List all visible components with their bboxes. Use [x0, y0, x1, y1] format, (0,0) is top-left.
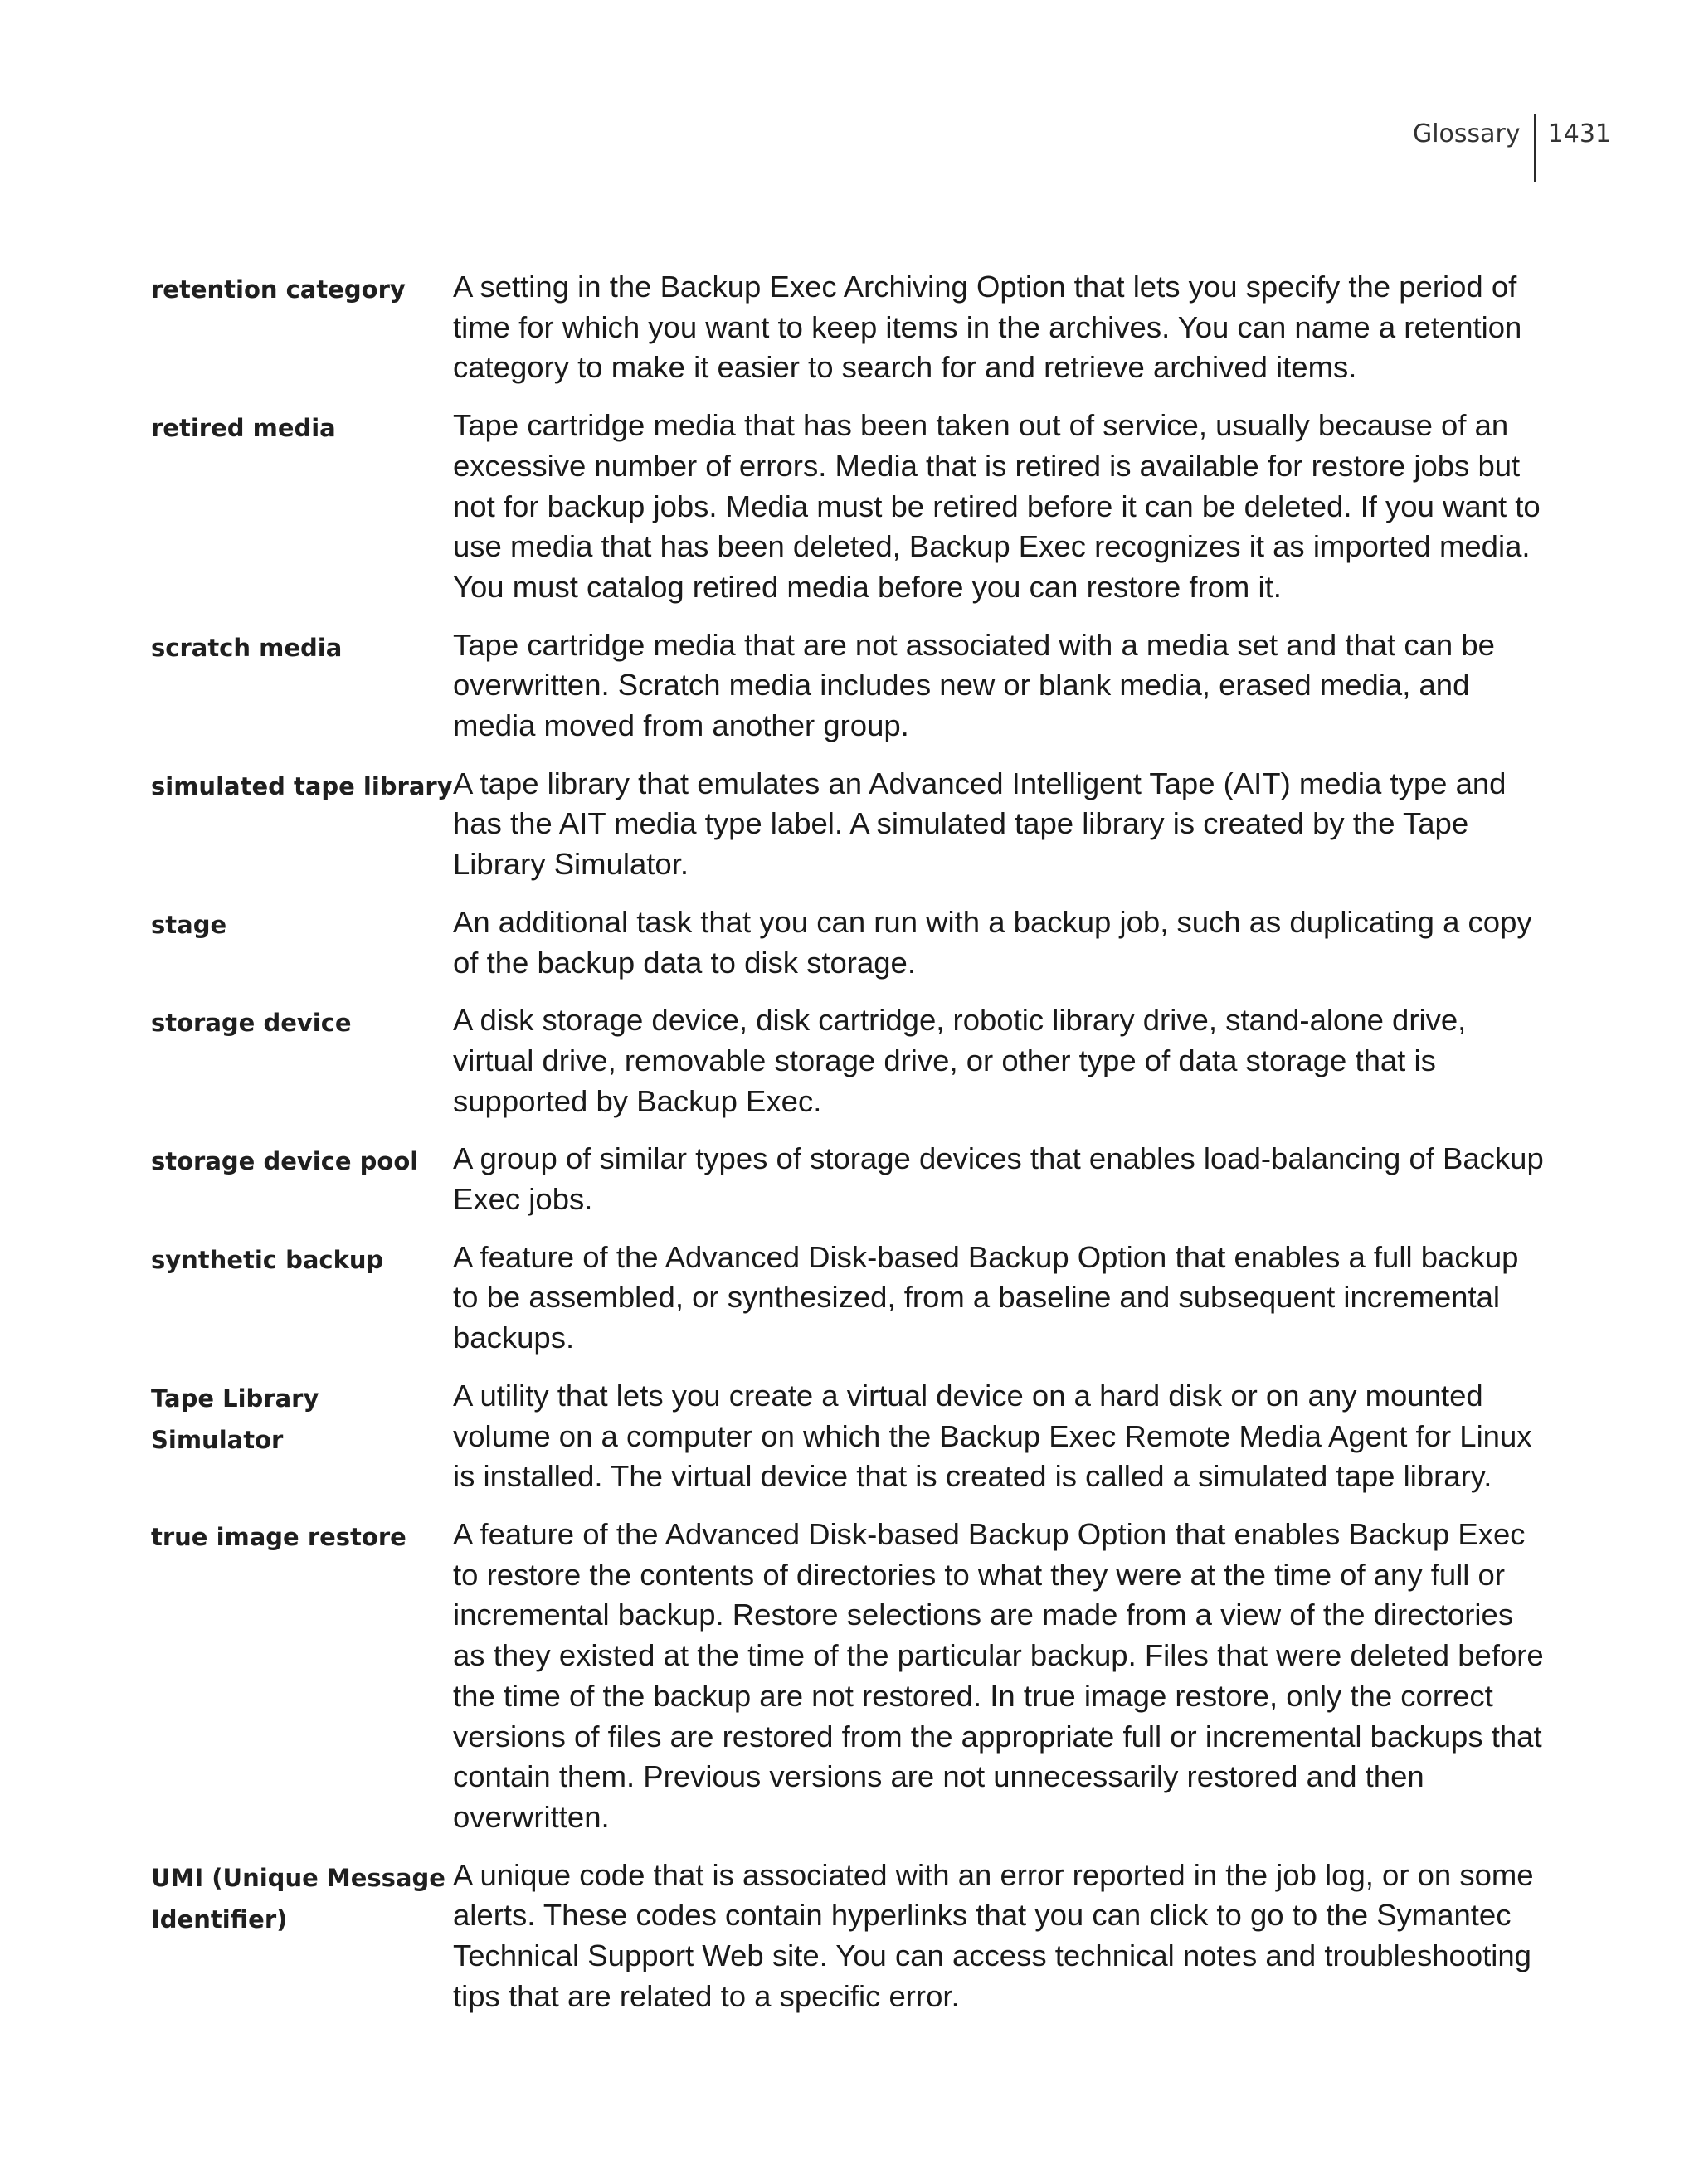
glossary-definition: A disk storage device, disk cartridge, robotic library drive, stand-alone drive, virtual drive, removable storage drive, or other type of data storage that is supported by Backup Exec. — [453, 1003, 1467, 1118]
glossary-term: UMI (Unique Message Identifier) — [151, 1863, 445, 1933]
glossary-definition: An additional task that you can run with a backup job, such as duplicating a copy of the backup data to disk storage. — [453, 904, 1532, 980]
glossary-term: scratch media — [151, 633, 343, 662]
glossary-term: storage device — [151, 1009, 352, 1038]
running-header — [1413, 114, 1611, 185]
glossary-entry-tape-library-simulator — [151, 1376, 1545, 1497]
glossary-entry-storage-device-pool — [151, 1139, 1545, 1219]
glossary-definition: Tape cartridge media that are not associated with a media set and that can be overwritten. Scratch media includes new or blank media, erased media, and media moved from another group. — [453, 627, 1495, 743]
glossary-definition: A feature of the Advanced Disk-based Backup Option that enables Backup Exec to restore the contents of directories to what they were at the time of any full or incremental backup. Restore selections are made from a view of the directories as they existed at the time of the particular backup. Files that were deleted before the time of the backup are not restored. In true image restore, only the correct versions of files are restored from the appropriate full or incremental backups that contain them. Previous versions are not unnecessarily restored and then overwritten. — [453, 1516, 1544, 1834]
glossary-entry-scratch-media — [151, 625, 1545, 747]
glossary-entry-simulated-tape-library — [151, 764, 1545, 885]
glossary-term: true image restore — [151, 1522, 406, 1551]
glossary-definition: A setting in the Backup Exec Archiving Option that lets you specify the period of time for which you want to keep items in the archives. You can name a retention category to make it easier to search for and retrieve archived items. — [453, 270, 1522, 385]
glossary-entry-umi — [151, 1856, 1545, 2017]
header-section-title: Glossary — [1412, 119, 1521, 148]
glossary-term: retention category — [151, 275, 406, 304]
glossary-definition: A utility that lets you create a virtual device on a hard disk or on any mounted volume on a computer on which the Backup Exec Remote Media Agent for Linux is installed. The virtual device that is created is called a simulated tape library. — [453, 1378, 1532, 1494]
glossary-entry-synthetic-backup — [151, 1238, 1545, 1359]
glossary-term: Tape Library Simulator — [151, 1384, 319, 1454]
glossary-entry-storage-device — [151, 1000, 1545, 1121]
glossary-list — [151, 267, 1545, 2034]
glossary-entry-stage — [151, 902, 1545, 983]
glossary-entry-retired-media — [151, 406, 1545, 608]
glossary-definition: A unique code that is associated with an error reported in the job log, or on some alerts. These codes contain hyperlinks that you can click to go to the Symantec Technical Support Web site. You can access technical notes and troubleshooting tips that are related to a specific error. — [453, 1857, 1534, 2013]
glossary-term: retired media — [151, 414, 336, 443]
glossary-definition: Tape cartridge media that has been taken out of service, usually because of an excessive number of errors. Media that is retired is available for restore jobs but not for backup jobs. Media must be retired before it can be deleted. If you want to use media that has been deleted, Backup Exec recognizes it as imported media. You must catalog retired media before you can restore from it. — [453, 408, 1541, 604]
glossary-term: synthetic backup — [151, 1245, 384, 1274]
glossary-entry-true-image-restore — [151, 1515, 1545, 1838]
glossary-definition: A tape library that emulates an Advanced Intelligent Tape (AIT) media type and has the AIT media type label. A simulated tape library is created by the Tape Library Simulator. — [453, 766, 1507, 882]
glossary-term: stage — [151, 910, 227, 939]
page-number: 1431 — [1547, 119, 1611, 148]
glossary-definition: A group of similar types of storage devices that enables load-balancing of Backup Exec jobs. — [453, 1141, 1544, 1217]
glossary-entry-retention-category — [151, 267, 1545, 388]
glossary-term: storage device pool — [151, 1147, 419, 1176]
glossary-term: simulated tape library — [151, 771, 453, 800]
glossary-definition: A feature of the Advanced Disk-based Backup Option that enables a full backup to be assembled, or synthesized, from a baseline and subsequent incremental backups. — [453, 1239, 1519, 1355]
